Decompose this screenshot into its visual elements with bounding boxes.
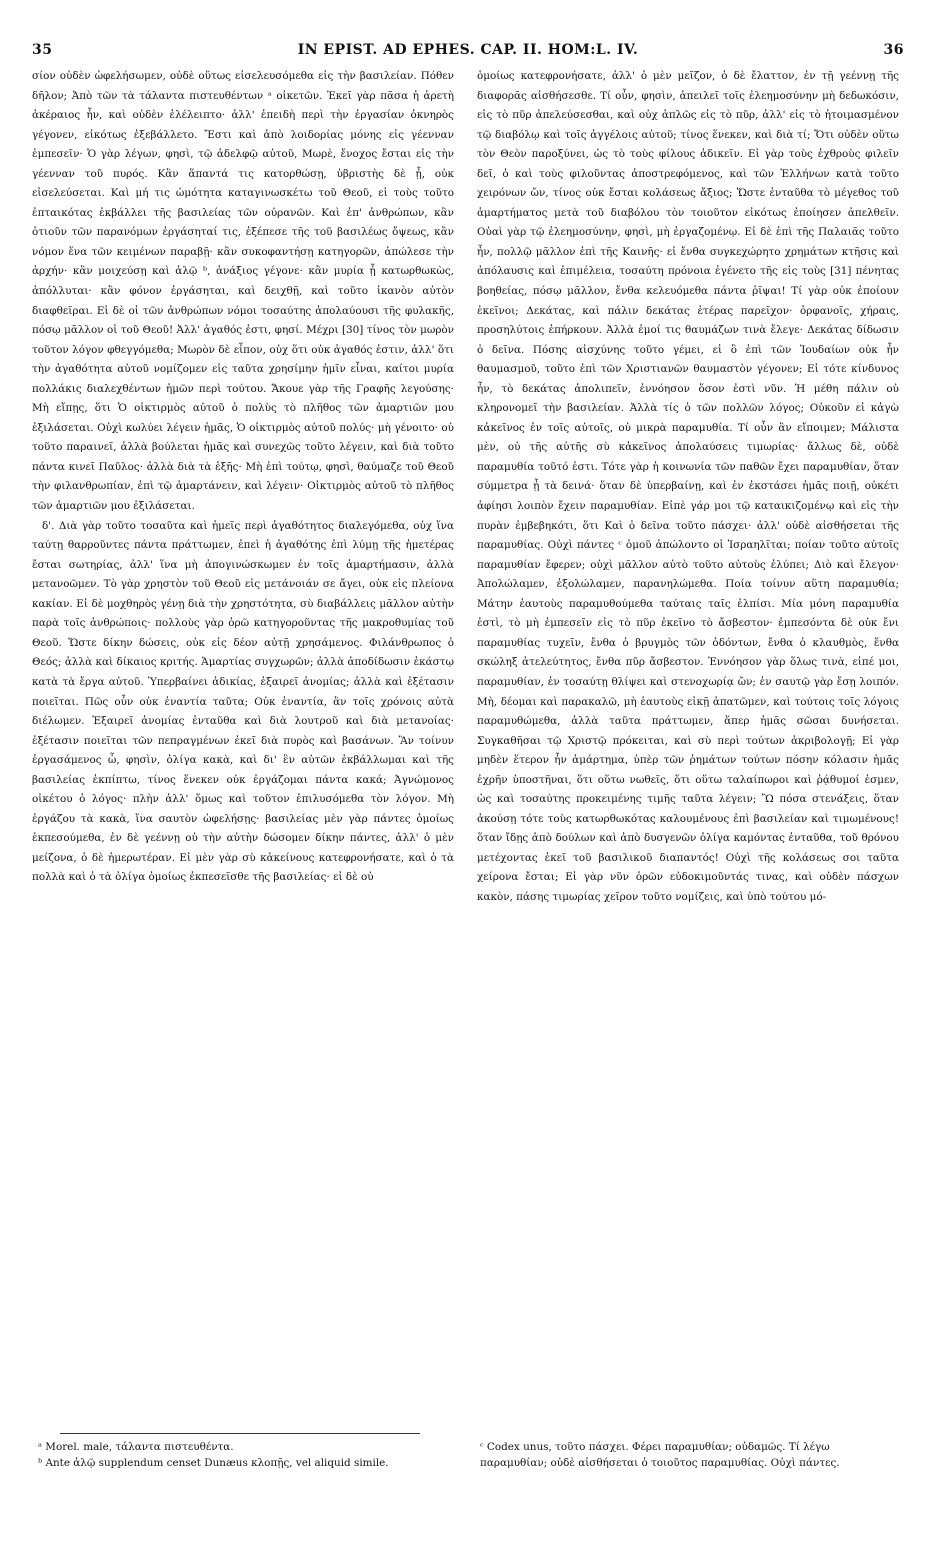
footnote-a: ᵃ Morel. male, τάλαντα πιστευθέντα.: [38, 1441, 234, 1453]
page-number-right: 36: [883, 42, 904, 58]
page-number-left: 35: [32, 42, 53, 58]
running-header: [32, 42, 904, 62]
left-text-column: [32, 67, 454, 1417]
right-text-column: [477, 67, 899, 1417]
footnotes-left: [38, 1439, 443, 1471]
footnotes-right: [480, 1439, 900, 1471]
left-column-paragraph: σίον οὐδὲν ὠφελήσωμεν, οὐδὲ οὕτως εἰσελευσόμεθα εἰς τὴν βασιλείαν. Πόθεν δῆλον; Ἀπὸ τῶν τὰ τάλαντα πιστευθέντων ᵃ οἰκετῶν. Ἐκεῖ γὰρ πᾶσα ἡ ἀρετὴ ἀκέραιος ἦν, καὶ οὐδὲν ἐλέλειπτο· ἀλλ' ἐπειδὴ περὶ τὴν ἐργασίαν ὀκνηρὸς γέγονεν, εἰκότως ἐξεβάλλετο. Ἔστι καὶ ἀπὸ λοιδορίας μόνης εἰς γέενναν ἐμπεσεῖν· Ὁ γὰρ λέγων, φησὶ, τῷ ἀδελφῷ αὐτοῦ, Μωρὲ, ἔνοχος ἔσται εἰς τὴν γέενναν τοῦ πυρός. Κἂν ἅπαντά τις κατορθώσῃ, ὑβριστὴς δὲ ᾖ, οὐκ εἰσελεύσεται. Καὶ μή τις ὠμότητα καταγινωσκέτω τοῦ Θεοῦ, εἰ τοὺς τοῦτο ἐπταικότας ἐκβάλλει τῆς βασιλείας τῶν οὐρανῶν. Καὶ ἐπ' ἀνθρώπων, κἂν ὁτιοῦν τῶν παρανόμων ἐργάσηταί τις, ἐξέπεσε τῆς τοῦ βασιλέως ὄψεως, κἂν νόμον ἕνα τῶν κειμένων παραβῇ· κἂν συκοφαντήσῃ κατηγορῶν, ἀπώλεσε τὴν ἀρχήν· κἂν μοιχεύσῃ καὶ ἁλῷ ᵇ, ἀνάξιος γέγονε· κἂν μυρία ᾖ κατωρθωκὼς, ἀπόλλυται· κἂν φόνον ἐργάσηται, καὶ δειχθῇ, καὶ τοῦτο ἱκανὸν αὐτὸν διαφθεῖραι. Εἰ δὲ οἱ τῶν ἀνθρώπων νόμοι τοσαύτης ἀπολαύουσι τῆς φυλακῆς, πόσῳ μᾶλλον οἱ τοῦ Θεοῦ! Ἀλλ' ἀγαθός ἐστι, φησί. Μέχρι [30] τίνος τὸν μωρὸν τοῦτον λόγον φθεγγόμεθα; Μωρὸν δὲ εἶπον, οὐχ ὅτι οὐκ ἀγαθός ἐστιν, ἀλλ' ὅτι τὴν ἀγαθότητα αὐτοῦ νομίζομεν εἰς ταῦτα χρησίμην ἡμῖν εἶναι, καίτοι μυρία πολλάκις διαλεχθέντων ἡμῶν περὶ τούτου. Ἄκουε γὰρ τῆς Γραφῆς λεγούσης· Μὴ εἴπῃς, ὅτι Ὁ οἰκτιρμὸς αὐτοῦ ὁ πολὺς τὸ πλῆθος τῶν ἁμαρτιῶν μου ἐξιλάσεται. Οὐχὶ κωλύει λέγειν ἡμᾶς, Ὁ οἰκτιρμὸς αὐτοῦ πολύς· μὴ γένοιτο· οὐ τοῦτο παραινεῖ, ἀλλὰ βούλεται ἡμᾶς καὶ συνεχῶς τοῦτο λέγειν, καὶ διὰ τοῦτο πάντα κινεῖ Παῦλος· ἀλλὰ διὰ τὰ ἑξῆς· Μὴ ἐπὶ τούτῳ, φησὶ, θαύμαζε τοῦ Θεοῦ τὴν φιλανθρωπίαν, ἐπὶ τῷ ἁμαρτάνειν, καὶ λέγειν· Οἰκτιρμὸς αὐτοῦ τὸ πλῆθος τῶν ἁμαρτιῶν μου ἐξιλάσεται.: [32, 70, 454, 513]
right-column-paragraph: ὁμοίως κατεφρονήσατε, ἀλλ' ὁ μὲν μεῖζον, ὁ δὲ ἔλαττον, ἐν τῇ γεέννῃ τῆς διαφορᾶς αἰσθήσεσθε. Τί οὖν, φησὶν, ἀπειλεῖ τοῖς ἐλεημοσύνην μὴ δεδωκόσιν, εἰς τὸ πῦρ ἀπελεύσεσθαι, καὶ οὐχ ἁπλῶς εἰς τὸ πῦρ, ἀλλ' εἰς τὸ ἡτοιμασμένον τῷ διαβόλῳ καὶ τοῖς ἀγγέλοις αὐτοῦ; τίνος ἕνεκεν, καὶ διὰ τί; Ὅτι οὐδὲν οὕτω τὸν Θεὸν παροξύνει, ὡς τὸ τοὺς φίλους ἀδικεῖν. Εἰ γὰρ τοὺς ἐχθροὺς φιλεῖν δεῖ, ὁ καὶ τοὺς φιλοῦντας ἀποστρεφόμενος, καὶ τῶν Ἑλλήνων κατὰ τοῦτο χειρόνων ὤν, τίνος οὐκ ἔσται κολάσεως ἄξιος; Ὥστε ἐνταῦθα τὸ μέγεθος τοῦ ἁμαρτήματος μετὰ τοῦ διαβόλου τὸν τοιοῦτον εἰκότως ἐποίησεν ἀπελθεῖν. Οὐαὶ γὰρ τῷ ἐλεημοσύνην, φησὶ, μὴ ἐργαζομένῳ. Εἰ δὲ ἐπὶ τῆς Παλαιᾶς τοῦτο ἦν, πολλῷ μᾶλλον ἐπὶ τῆς Καινῆς· εἰ ἔνθα συγκεχώρητο χρημάτων κτῆσις καὶ ἀπόλαυσις καὶ ἐπιμέλεια, τοσαύτη πρόνοια ἐγένετο τῆς εἰς τοὺς [31] πένητας βοηθείας, πόσῳ μᾶλλον, ἔνθα κελευόμεθα πάντα ῥῖψαι! Τί γὰρ οὐκ ἐποίουν ἐκεῖνοι; Δεκάτας, καὶ πάλιν δεκάτας ἑτέρας παρεῖχον· ὀρφανοῖς, χήραις, προσηλύτοις ἐπήρκουν. Ἀλλὰ ἐμοί τις θαυμάζων τινὰ ἔλεγε· Δεκάτας δίδωσιν ὁ δεῖνα. Πόσης αἰσχύνης τοῦτο γέμει, εἰ ὃ ἐπὶ τῶν Ἰουδαίων οὐκ ἦν θαυμασμοῦ, τοῦτο ἐπὶ τῶν Χριστιανῶν θαυμαστὸν γέγονεν; Εἰ τότε κίνδυνος ἦν, τὸ δεκάτας ἀπολιπεῖν, ἐννόησον ὅσον ἐστὶ νῦν. Ἡ μέθη πάλιν οὐ κληρονομεῖ τὴν βασιλείαν. Ἀλλὰ τίς ὁ τῶν πολλῶν λόγος; Οὐκοῦν εἰ κἀγὼ κἀκεῖνος ἐν τοῖς αὐτοῖς, οὐ μικρὰ παραμυθία. Τί οὖν ἂν εἴποιμεν; Μάλιστα μὲν, οὐ τῆς αὐτῆς σὺ κἀκεῖνος ἀπολαύσεις τιμωρίας· ἄλλως δὲ, οὐδὲ παραμυθία τοῦτό ἐστι. Τότε γὰρ ἡ κοινωνία τῶν παθῶν ἔχει παραμυθίαν, ὅταν σύμμετρα ᾖ τὰ δεινά· ὅταν δὲ ὑπερβαίνῃ, καὶ ἐν ἐκστάσει ἡμᾶς ποιῇ, οὐκέτι ἀφίησι λοιπὸν ἔχειν παραμυθίαν. Εἰπὲ γάρ μοι τῷ καταικιζομένῳ καὶ εἰς τὴν πυρὰν ἐμβεβηκότι, ὅτι Καὶ ὁ δεῖνα τοῦτο πάσχει· ἀλλ' οὐδὲ αἰσθήσεται τῆς παραμυθίας. Οὐχὶ πάντες ᶜ ὁμοῦ ἀπώλοντο οἱ Ἰσραηλῖται; ποίαν τοῦτο αὐτοῖς παραμυθίαν ἔφερεν; οὐχὶ μᾶλλον αὐτὸ τοῦτο αὐτοὺς ἐλύπει; Διὸ καὶ ἔλεγον· Ἀπολώλαμεν, ἐξολώλαμεν, παρανηλώμεθα. Ποία τοίνυν αὕτη παραμυθία; Μάτην ἑαυτοὺς παραμυθούμεθα ταύταις ταῖς ἐλπίσι. Μία μόνη παραμυθία ἐστὶ, τὸ μὴ ἐμπεσεῖν εἰς τὸ πῦρ ἐκεῖνο τὸ ἄσβεστον· ἐμπεσόντα δὲ οὐκ ἔνι παραμυθίας τυχεῖν, ἔνθα ὁ βρυγμὸς τῶν ὀδόντων, ἔνθα ὁ κλαυθμὸς, ἔνθα σκώληξ ἀτελεύτητος, ἔνθα πῦρ ἄσβεστον. Ἐννόησον γὰρ ὅλως τινὰ, εἰπέ μοι, παραμυθίαν, ἐν τοσαύτῃ θλίψει καὶ στενοχωρίᾳ ὤν; ἐν σαυτῷ γὰρ ἔσῃ λοιπόν. Μὴ, δέομαι καὶ παρακαλῶ, μὴ ἑαυτοὺς εἰκῇ ἀπατῶμεν, καὶ τούτοις τοῖς λόγοις παραμυθώμεθα, ἀλλὰ ταῦτα πράττωμεν, ἅπερ ἡμᾶς σῶσαι δυνήσεται. Συγκαθῆσαι τῷ Χριστῷ πρόκειται, καὶ σὺ περὶ τούτων ἀκριβολογῇ; Εἰ γὰρ μηδὲν ἕτερον ἦν ἁμάρτημα, ὑπὲρ τῶν ῥημάτων τούτων πόσην κόλασιν ἡμᾶς ἐχρῆν ὑποστῆναι, ὅτι οὕτω νωθεῖς, ὅτι οὕτω ταλαίπωροι καὶ ῥᾴθυμοί ἐσμεν, ὡς καὶ τοσαύτης προκειμένης τιμῆς ταῦτα λέγειν; Ὢ πόσα στενάξεις, ὅταν ἀκούσῃ τότε τοὺς κατωρθωκότας καλουμένους ἐπὶ βασιλείαν καὶ τιμωμένους! ὅταν ἴδῃς ἀπὸ δούλων καὶ ἀπὸ δυσγενῶν ὀλίγα καμόντας ἐνταῦθα, τοῦ θρόνου μετέχοντας ἐκεῖ τοῦ βασιλικοῦ διαπαντός! Οὐχὶ τῆς κολάσεως σοι ταῦτα χείρονα ἔσται; Εἰ γὰρ νῦν ὁρῶν εὐδοκιμοῦντάς τινας, καὶ οὐδὲν πάσχων κακὸν, πάσης τιμωρίας χεῖρον τοῦτο νομίζεις, καὶ ὑπὸ τούτου μό-: [477, 70, 899, 903]
running-title: IN EPIST. AD EPHES. CAP. II. HOM:L. IV.: [297, 42, 639, 58]
footnote-divider: [60, 1433, 420, 1434]
footnote-c: ᶜ Codex unus, τοῦτο πάσχει. Φέρει παραμυθίαν; οὐδαμῶς. Τί λέγω παραμυθίαν; οὐδὲ αἰσθήσεται ὁ τοιοῦτος παραμυθίας. Οὐχὶ πάντες.: [480, 1441, 840, 1469]
footnote-b: ᵇ Ante ἁλῷ supplendum censet Dunæus κλοπῇς, vel aliquid simile.: [38, 1457, 389, 1469]
section-paragraph: δ'. Διὰ γὰρ τοῦτο τοσαῦτα καὶ ἡμεῖς περὶ ἀγαθότητος διαλεγόμεθα, οὐχ ἵνα ταύτῃ θαρροῦντες πάντα πράττωμεν, ἐπεὶ ἡ ἀγαθότης ἐπὶ λύμῃ τῆς ἡμετέρας ἔσται σωτηρίας, ἀλλ' ἵνα μὴ ἀπογινώσκωμεν ἐν τοῖς ἁμαρτήμασιν, ἀλλὰ μετανοῶμεν. Τὸ γὰρ χρηστὸν τοῦ Θεοῦ εἰς μετάνοιάν σε ἄγει, οὐκ εἰς πλείονα κακίαν. Εἰ δὲ μοχθηρὸς γένῃ διὰ τὴν χρηστότητα, σὺ διαβάλλεις μᾶλλον αὐτὴν παρὰ τοῖς ἀνθρώποις· πολλοὺς γὰρ ὁρῶ κατηγοροῦντας τῆς μακροθυμίας τοῦ Θεοῦ. Ὥστε δίκην δώσεις, οὐκ εἰς δέον αὐτῇ χρησάμενος. Φιλάνθρωπος ὁ Θεός; ἀλλὰ καὶ δίκαιος κριτής. Ἁμαρτίας συγχωρῶν; ἀλλὰ ἀποδίδωσιν ἑκάστῳ κατὰ τὰ ἔργα αὐτοῦ. Ὑπερβαίνει ἀδικίας, ἐξαιρεῖ ἀνομίας; ἀλλὰ καὶ ἐξέτασιν ποιεῖται. Πῶς οὖν οὐκ ἐναντία ταῦτα; Οὐκ ἐναντία, ἂν τοῖς χρόνοις αὐτὰ διέλωμεν. Ἐξαιρεῖ ἀνομίας ἐνταῦθα καὶ διὰ λουτροῦ καὶ διὰ μετανοίας· ἐξέτασιν ποιεῖται τῶν πεπραγμένων ἐκεῖ διὰ πυρὸς καὶ βασάνων. Ἂν τοίνυν ἐργασάμενος ὦ, φησὶν, ὀλίγα κακὰ, καὶ δι' ἓν αὐτῶν ἐκβάλλωμαι καὶ τῆς βασιλείας ἐκπίπτω, τίνος ἕνεκεν οὐκ ἐργάζομαι πάντα κακά; Ἀγνώμονος οἰκέτου ὁ λόγος· πλὴν ἀλλ' ὅμως καὶ τοῦτον ἐπιλυσόμεθα τὸν λόγον. Μὴ ἐργάζου τὰ κακὰ, ἵνα σαυτὸν ὠφελήσῃς· βασιλείας μὲν γὰρ πάντες ὁμοίως ἐκπεσούμεθα, ἐν δὲ γεέννῃ οὐ τὴν αὐτὴν δώσομεν δίκην πάντες, ἀλλ' ὁ μὲν μείζονα, ὁ δὲ ἡμερωτέραν. Εἰ μὲν γὰρ σὺ κἀκείνους κατεφρονήσατε, καὶ ὁ τὰ πολλὰ καὶ ὁ τὰ ὀλίγα ὁμοίως ἐκπεσεῖσθε τῆς βασιλείας· εἰ δὲ οὐ: [32, 519, 454, 884]
